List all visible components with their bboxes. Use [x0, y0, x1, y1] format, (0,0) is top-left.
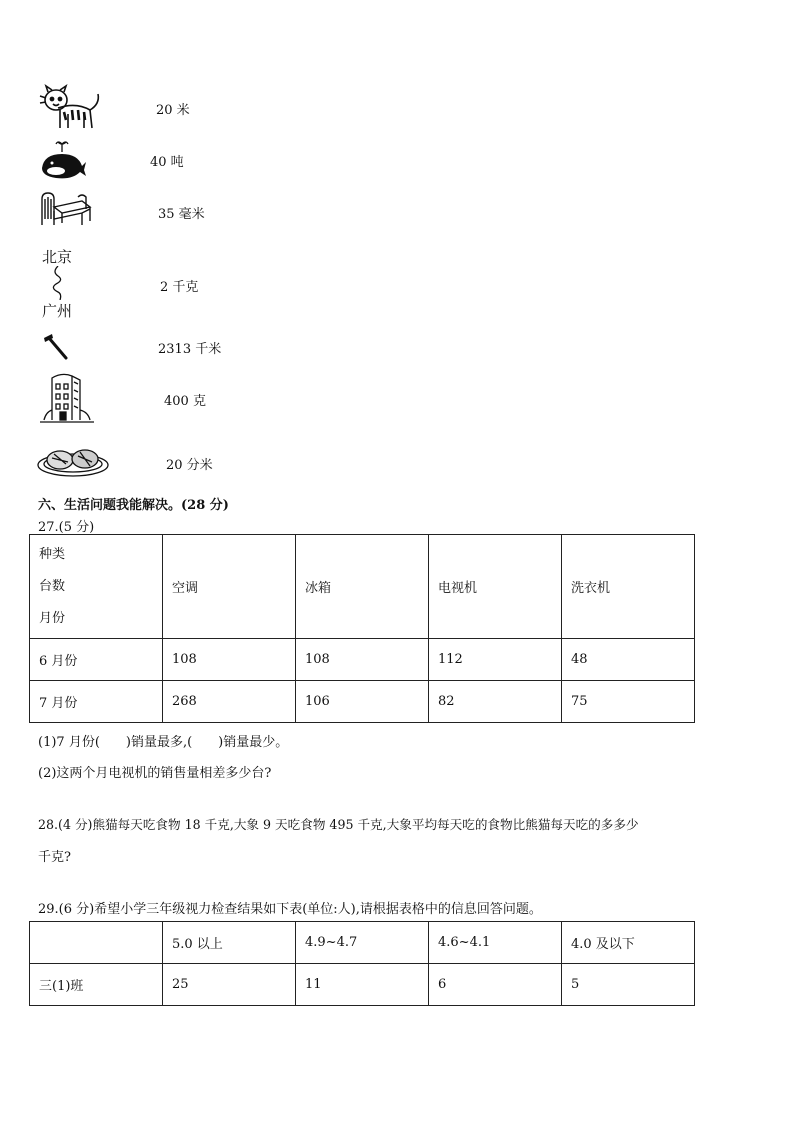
column-header: 4.0 及以下 — [562, 922, 695, 964]
question-29-text: 29.(6 分)希望小学三年级视力检查结果如下表(单位:人),请根据表格中的信息回答问题。 — [38, 902, 542, 917]
table-cell: 82 — [429, 681, 562, 723]
route-start-label: 北京 — [42, 248, 73, 266]
column-header: 空调 — [163, 535, 296, 639]
table-row — [30, 639, 695, 681]
table-cell: 48 — [562, 639, 695, 681]
table-row — [30, 681, 695, 723]
table-cell: 75 — [562, 681, 695, 723]
question-27-sub2[interactable]: (2)这两个月电视机的销售量相差多少台? — [38, 766, 272, 781]
matching-value[interactable]: 40 吨 — [150, 155, 184, 170]
sales-table — [29, 534, 695, 723]
table-cell: 108 — [163, 639, 296, 681]
building-icon — [38, 370, 96, 424]
question-27-sub1[interactable]: (1)7 月份( )销量最多,( )销量最少。 — [38, 735, 289, 750]
vision-table — [29, 921, 695, 1006]
matching-value[interactable]: 20 米 — [156, 103, 190, 118]
column-header: 洗衣机 — [562, 535, 695, 639]
row-label: 7 月份 — [30, 681, 163, 723]
table-cell: 112 — [429, 639, 562, 681]
section-title: 六、生活问题我能解决。(28 分) — [38, 498, 229, 513]
column-header: 5.0 以上 — [163, 922, 296, 964]
table-cell: 6 — [429, 964, 562, 1006]
column-header: 4.6~4.1 — [429, 922, 562, 964]
route-end-label: 广州 — [42, 302, 73, 320]
row-label: 三(1)班 — [30, 964, 163, 1006]
table-cell: 11 — [296, 964, 429, 1006]
matching-value[interactable]: 2 千克 — [160, 280, 199, 295]
question-27-number: 27.(5 分) — [38, 520, 95, 535]
row-label: 6 月份 — [30, 639, 163, 681]
table-cell: 108 — [296, 639, 429, 681]
beijing-guangzhou-route-icon — [40, 246, 88, 322]
column-header — [30, 922, 163, 964]
tiger-icon — [38, 84, 102, 134]
matching-value[interactable]: 20 分米 — [166, 458, 213, 473]
nail-icon — [40, 332, 70, 362]
table-corner-header: 种类 台数 月份 — [30, 535, 163, 639]
matching-value[interactable]: 35 毫米 — [158, 207, 205, 222]
table-row — [30, 964, 695, 1006]
question-28-text: 28.(4 分)熊猫每天吃食物 18 千克,大象 9 天吃食物 495 千克,大象平均每天吃的食物比熊猫每天吃的多多少 — [38, 817, 639, 832]
matching-value[interactable]: 2313 千米 — [158, 342, 222, 357]
table-cell: 268 — [163, 681, 296, 723]
plate-of-cakes-icon — [36, 440, 110, 478]
column-header: 冰箱 — [296, 535, 429, 639]
table-cell: 5 — [562, 964, 695, 1006]
matching-value[interactable]: 400 克 — [164, 394, 206, 409]
bed-icon — [38, 185, 94, 229]
column-header: 电视机 — [429, 535, 562, 639]
table-cell: 25 — [163, 964, 296, 1006]
column-header: 4.9~4.7 — [296, 922, 429, 964]
whale-icon — [38, 138, 88, 182]
table-cell: 106 — [296, 681, 429, 723]
question-28-text-cont: 千克? — [38, 850, 71, 865]
